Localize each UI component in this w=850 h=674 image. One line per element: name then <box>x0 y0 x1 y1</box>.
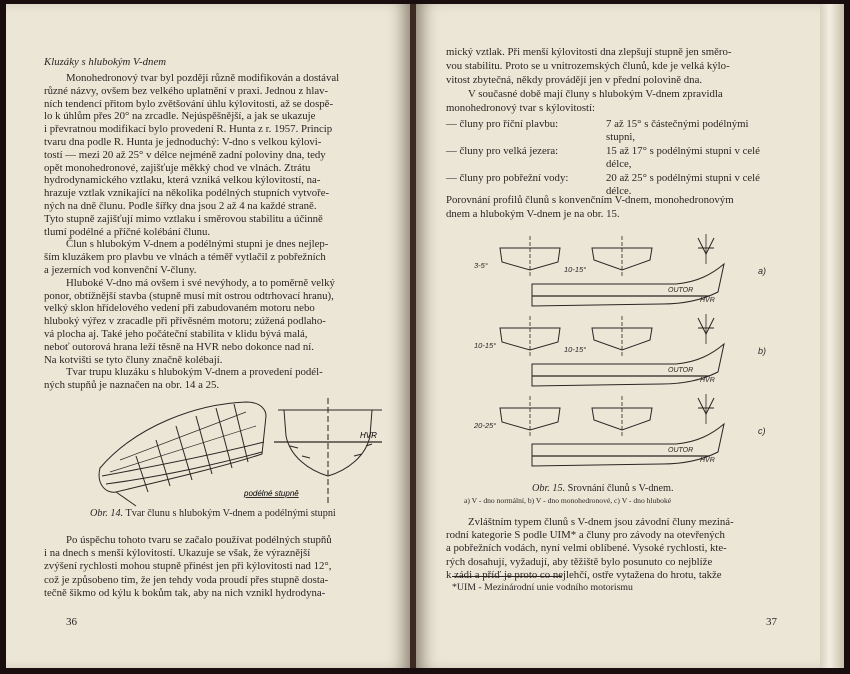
page-number-left: 36 <box>66 616 77 628</box>
text-line: rých dosahují, vyžadují, aby těžiště bylo posunuto co nejblíže <box>446 555 713 568</box>
text-line: ším kluzákem pro plavbu ve vlnách a téměř vytlačil z pobřežních <box>44 251 326 264</box>
text-line: lo k úhlům přes 20° na zrcadle. Nejúspěšnější, a jak se ukazuje <box>44 110 316 123</box>
text-line: V současné době mají čluny s hlubokým V-dnem zpravidla <box>468 88 723 100</box>
text-line: Monohedronový tvar byl později různě modifikován a dostával <box>66 72 340 84</box>
label-outor: OUTOR <box>668 367 694 374</box>
caption-number: Obr. 15. <box>532 483 566 494</box>
list-item-value: 7 až 15° s částečnými podélnými <box>606 118 749 130</box>
text-line: k zádi a příď je proto co nejlehčí, ostře vytažena do hrotu, takže <box>446 568 722 581</box>
row-mark: b) <box>758 346 767 356</box>
figure-14-caption <box>90 508 336 519</box>
deadrise-angle-label: 10-15° <box>564 345 587 354</box>
list-item-value: 20 až 25° s podélnými stupni v celé <box>606 172 760 184</box>
book-spread <box>6 4 844 668</box>
caption-text: Srovnání člunů s V-dnem. <box>567 483 674 494</box>
text-line: tvaru dna podle R. Hunta je jednoduchý: V-dno s velkou kýlovi- <box>44 136 322 148</box>
text-line: ponor, obtížnější stavba (stupně musí mít ostrou odtrhovací hranu), <box>44 289 334 302</box>
label-hvr: HVR <box>360 431 377 440</box>
row-mark: a) <box>758 266 767 276</box>
text-line: i na dnech s menší kýlovitostí. Ukazuje se však, že výraznější <box>44 547 311 560</box>
text-line: hydrodynamického vztlaku, která vzniká velkou kýlovitostí, na- <box>44 174 321 187</box>
hull-profile <box>532 344 724 386</box>
row-mark: c) <box>758 426 766 436</box>
label-hvr: HVR <box>700 457 715 464</box>
text-line: tlumí podélné a příčné kolébání člunu. <box>44 225 211 238</box>
label-hvr: HVR <box>700 377 715 384</box>
boat-perspective-drawing <box>99 402 266 506</box>
text-line: a jezerních vod konvenční V-čluny. <box>44 264 197 276</box>
text-line: což je způsobeno tím, že jen tehdy voda proudí přes stupně dosta- <box>44 573 329 586</box>
footnote: *UIM - Mezinárodní unie vodního motorismu <box>452 582 633 593</box>
figure-14 <box>76 396 388 508</box>
list-item-value: 15 až 17° s podélnými stupni v celé <box>606 145 760 157</box>
text-line: vitost zbytečná, někdy provádějí jen v přední polovině dna. <box>446 74 703 86</box>
text-line: Po úspěchu tohoto tvaru se začalo používat podélných stupňů <box>66 534 332 546</box>
text-line: Na kotvišti se tyto čluny značně kolébají. <box>44 353 223 366</box>
text-line: vou stabilitu. Proto se u vnitrozemských člunů, kde je velká kýlo- <box>446 60 730 72</box>
running-heading: Kluzáky s hlubokým V-dnem <box>44 56 167 68</box>
text-line: rodní kategorie S podle UIM* a čluny pro závody na otevřených <box>446 529 725 542</box>
text-line: a pobřežních vodách, nyní velmi oblíbené. Vysoké rychlosti, kte- <box>446 542 727 555</box>
text-line: různé názvy, ovšem bez velkého uplatnění v praxi. Jednou z hlav- <box>44 84 329 97</box>
page-number-right: 37 <box>766 616 777 628</box>
text-line: opět monohedronové, zajišťuje měkký chod ve vlnách. Ztrátu <box>44 161 311 174</box>
deadrise-angle-label: 3-5° <box>474 261 488 270</box>
list-item-value: délce, <box>606 158 632 170</box>
figure-15 <box>462 234 802 478</box>
list-item-value: délce. <box>606 185 632 197</box>
figure-15-subcaption: a) V - dno normální, b) V - dno monohedronové, c) V - dno hluboké <box>464 496 672 505</box>
hull-profile <box>532 424 724 466</box>
text-line: mický vztlak. Při menší kýlovitosti dna zlepšují stupně jen směro- <box>446 46 732 58</box>
text-line: ních tendencí přitom bylo zvětšování úhlu kýlovitosti, až se dospě- <box>44 97 334 110</box>
footnote-rule <box>452 576 562 577</box>
label-outor: OUTOR <box>668 287 694 294</box>
left-page <box>6 4 410 668</box>
list-item-label: — čluny pro pobřežní vody: <box>446 172 569 184</box>
text-line: neboť outorová hrana leží těsně na HVR nebo dokonce nad ní. <box>44 340 314 353</box>
list-item-label: — čluny pro velká jezera: <box>446 145 559 157</box>
hull-profile <box>532 264 724 306</box>
text-line: velký sklon hřídelového vedení při zabudovaném motoru nebo <box>44 302 315 315</box>
text-line: hrazuje vztlak vznikající na několika podélných stupních vytvoře- <box>44 187 330 200</box>
text-line: hluboký výřez v zracadle při přívěsném motoru; zúžená podlaho- <box>44 315 326 328</box>
text-line: Zvláštním typem člunů s V-dnem jsou závodní čluny meziná- <box>468 516 734 528</box>
text-line: Člun s hlubokým V-dnem a podélnými stupni je dnes nejlep- <box>66 238 329 251</box>
text-line: ných na dně člunu. Podle šířky dna jsou 2 až 4 na každé straně. <box>44 200 317 212</box>
label-hvr: HVR <box>700 297 715 304</box>
figure-15-caption <box>532 483 674 494</box>
text-line: Tvar trupu kluzáku s hlubokým V-dnem a provedení podél- <box>66 366 323 379</box>
text-line: i převratnou modifikací bylo provedení R. Hunta z r. 1957. Princip <box>44 123 333 136</box>
text-line: tečně šikmo od kýlu k bokům tak, aby na nich vznikl hydrodyna- <box>44 586 326 599</box>
caption-text: Tvar člunu s hlubokým V-dnem a podélnými stupni <box>125 508 336 519</box>
page-edges <box>820 4 844 668</box>
list-item-value: stupni, <box>606 131 636 143</box>
label-steps: podélné stupně <box>244 489 299 498</box>
text-line: monohedronový tvar s kýlovitostí: <box>446 102 596 114</box>
text-line: Tyto stupně zajišťují mimo vztlaku i směrovou stabilitu a účinně <box>44 212 323 225</box>
deadrise-angle-label: 10-15° <box>474 341 497 350</box>
right-page <box>416 4 820 668</box>
label-outor: OUTOR <box>668 447 694 454</box>
text-line: zvýšení rychlosti mohou stupně přinést jen při kýlovitosti nad 12°, <box>44 560 332 573</box>
deadrise-angle-label: 20-25° <box>474 421 497 430</box>
text-line: dnem a hlubokým V-dnem je na obr. 15. <box>446 208 620 220</box>
text-line: vá plocha aj. Také jeho počáteční stabilita v klidu bývá malá, <box>44 328 308 340</box>
text-line: Porovnání profilů člunů s konvenčním V-dnem, monohedronovým <box>446 194 734 206</box>
text-line: ných stupňů je naznačen na obr. 14 a 25. <box>44 379 220 392</box>
deadrise-angle-label: 10-15° <box>564 265 587 274</box>
list-item-label: — čluny pro říční plavbu: <box>446 118 559 130</box>
text-line: tostí — mezi 20 až 25° v délce nejméně zadní poloviny dna, tedy <box>44 148 326 161</box>
caption-number: Obr. 14. <box>90 508 124 519</box>
text-line: Hluboké V-dno má ovšem i své nevýhody, a to poměrně velký <box>66 276 335 289</box>
